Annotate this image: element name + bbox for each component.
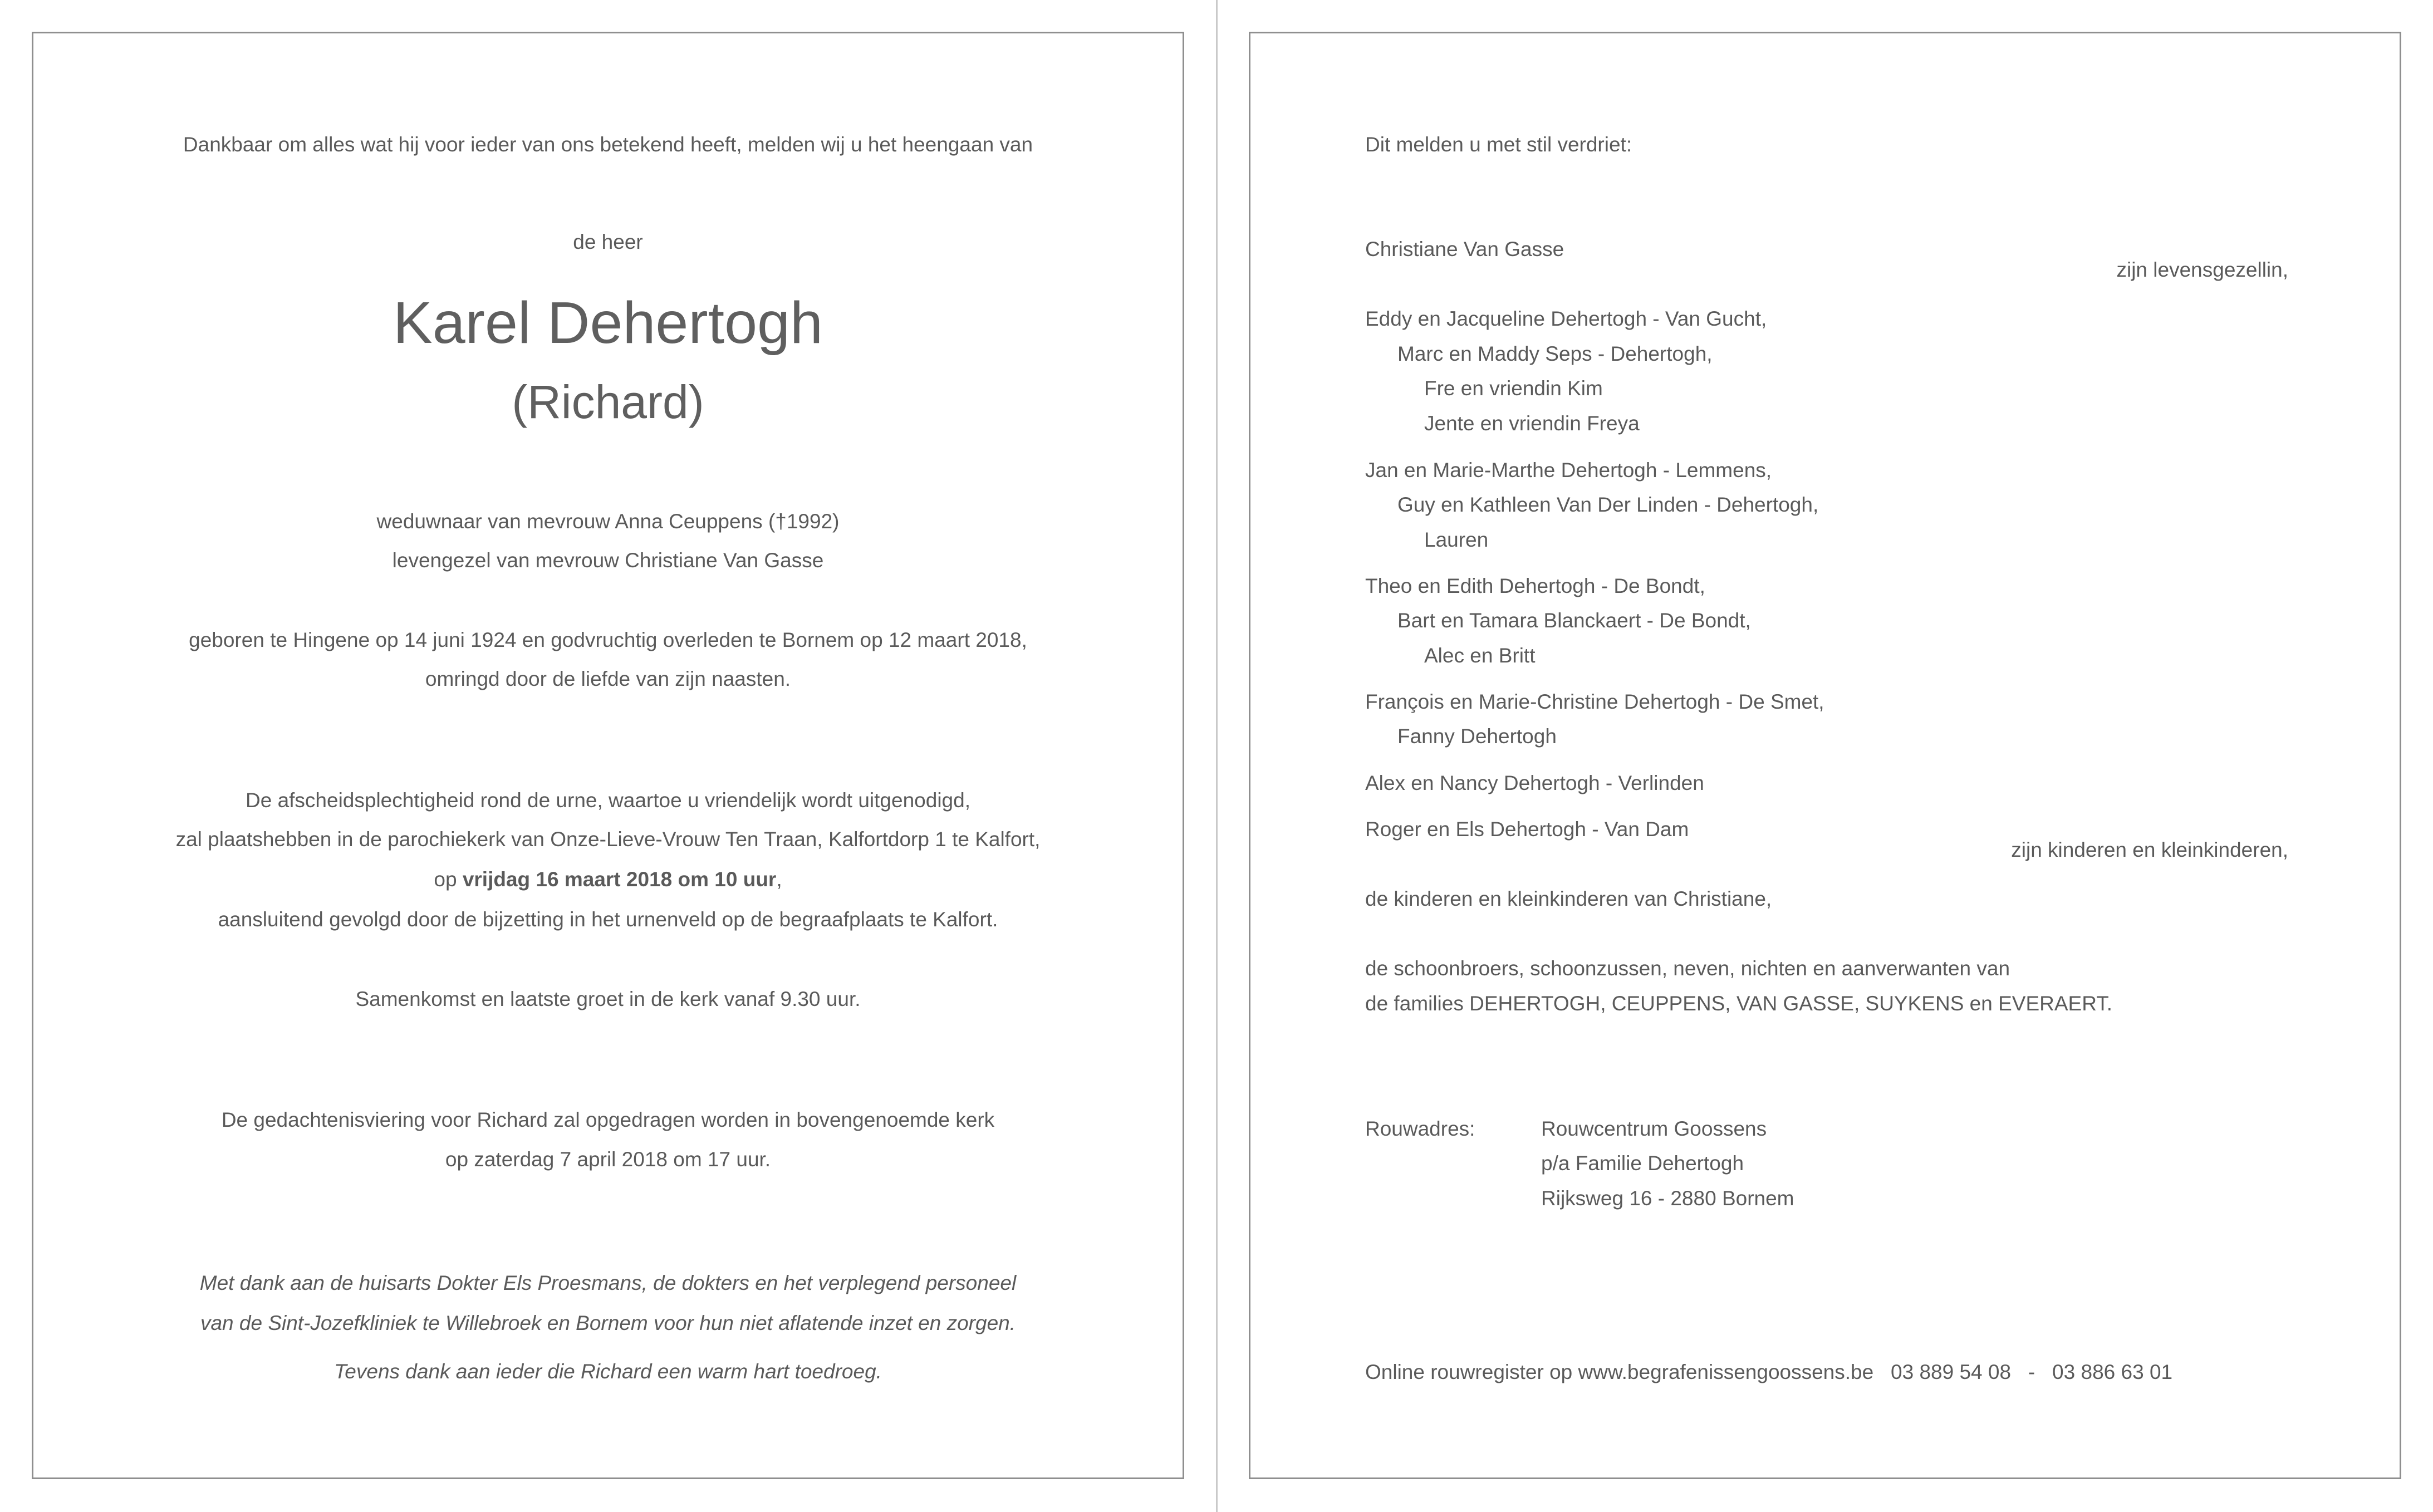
memorial-line-2: op zaterdag 7 april 2018 om 17 uur. bbox=[445, 1148, 771, 1171]
family-member: Alec en Britt bbox=[1424, 644, 1536, 667]
family-member: Fre en vriendin Kim bbox=[1424, 377, 1603, 400]
family-member: Jan en Marie-Marthe Dehertogh - Lemmens, bbox=[1365, 459, 1772, 482]
inlaws-line-1: de schoonbroers, schoonzussen, neven, nichten en aanverwanten van bbox=[1365, 957, 2010, 980]
fold-line bbox=[1216, 0, 1218, 1512]
partner-line: levengezel van mevrouw Christiane Van Gasse bbox=[392, 549, 824, 572]
family-member: Lauren bbox=[1424, 528, 1489, 551]
thanks-line-1: Met dank aan de huisarts Dokter Els Proesmans, de dokters en het verplegend personeel bbox=[199, 1272, 1017, 1294]
christiane-kids-line: de kinderen en kleinkinderen van Christiane, bbox=[1365, 887, 1772, 910]
address-line-3: Rijksweg 16 - 2880 Bornem bbox=[1541, 1187, 1794, 1210]
farewell-line-4: aansluitend gevolgd door de bijzetting in het urnenveld op de begraafplaats te Kalfort. bbox=[218, 908, 998, 931]
thanks-line-2: van de Sint-Jozefkliniek te Willebroek en Bornem voor hun niet aflatende inzet en zorgen. bbox=[200, 1312, 1016, 1334]
inlaws-line-2: de families DEHERTOGH, CEUPPENS, VAN GASSE, SUYKENS en EVERAERT. bbox=[1365, 992, 2113, 1015]
ceremony-date: vrijdag 16 maart 2018 om 10 uur bbox=[462, 868, 777, 891]
thanks-line-3: Tevens dank aan ieder die Richard een warm hart toedroeg. bbox=[334, 1360, 882, 1383]
family-member: Bart en Tamara Blanckaert - De Bondt, bbox=[1397, 609, 1751, 632]
family-member: Marc en Maddy Seps - Dehertogh, bbox=[1397, 342, 1713, 365]
right-intro: Dit melden u met stil verdriet: bbox=[1365, 133, 1632, 156]
address-line-2: p/a Familie Dehertogh bbox=[1541, 1152, 1744, 1175]
farewell-line-2: zal plaatshebben in de parochiekerk van Onze-Lieve-Vrouw Ten Traan, Kalfortdorp 1 te Kalfort, bbox=[175, 828, 1041, 851]
widower-line: weduwnaar van mevrouw Anna Ceuppens (†1992) bbox=[376, 510, 840, 533]
family-member: Fanny Dehertogh bbox=[1397, 725, 1557, 748]
family-member: Guy en Kathleen Van Der Linden - Dehertogh, bbox=[1397, 493, 1819, 516]
family-member: Roger en Els Dehertogh - Van Dam bbox=[1365, 818, 1689, 841]
online-register-line: Online rouwregister op www.begrafenissengoossens.be 03 889 54 08 - 03 886 63 01 bbox=[1365, 1361, 2173, 1383]
deceased-alias: (Richard) bbox=[512, 376, 704, 428]
family-member: Jente en vriendin Freya bbox=[1424, 412, 1640, 435]
partner-name: Christiane Van Gasse bbox=[1365, 238, 1564, 261]
memorial-line-1: De gedachtenisviering voor Richard zal opgedragen worden in bovengenoemde kerk bbox=[221, 1108, 995, 1131]
born-died-line: geboren te Hingene op 14 juni 1924 en godvruchtig overleden te Bornem op 12 maart 2018, bbox=[189, 629, 1027, 651]
deceased-name: Karel Dehertogh bbox=[393, 290, 823, 356]
family-member: Theo en Edith Dehertogh - De Bondt, bbox=[1365, 575, 1705, 597]
address-line-1: Rouwcentrum Goossens bbox=[1541, 1117, 1767, 1140]
children-role: zijn kinderen en kleinkinderen, bbox=[2011, 838, 2288, 861]
farewell-line-3 bbox=[33, 866, 1183, 894]
family-member: Alex en Nancy Dehertogh - Verlinden bbox=[1365, 772, 1704, 794]
gathering-line: Samenkomst en laatste groet in de kerk vanaf 9.30 uur. bbox=[355, 988, 861, 1010]
address-label: Rouwadres: bbox=[1365, 1117, 1475, 1140]
partner-role: zijn levensgezellin, bbox=[2116, 258, 2288, 281]
farewell-line-1: De afscheidsplechtigheid rond de urne, waartoe u vriendelijk wordt uitgenodigd, bbox=[246, 789, 970, 812]
family-member: François en Marie-Christine Dehertogh - De Smet, bbox=[1365, 690, 1824, 713]
intro-text: Dankbaar om alles wat hij voor ieder van ons betekend heeft, melden wij u het heengaan van bbox=[183, 133, 1033, 156]
title-prefix: de heer bbox=[573, 230, 643, 253]
family-member: Eddy en Jacqueline Dehertogh - Van Gucht, bbox=[1365, 307, 1767, 330]
left-page bbox=[32, 32, 1184, 1479]
surrounded-line: omringd door de liefde van zijn naasten. bbox=[425, 667, 791, 690]
right-page bbox=[1249, 32, 2401, 1479]
farewell-line-3-post: , bbox=[776, 868, 782, 891]
farewell-line-3-pre: op bbox=[434, 868, 463, 891]
